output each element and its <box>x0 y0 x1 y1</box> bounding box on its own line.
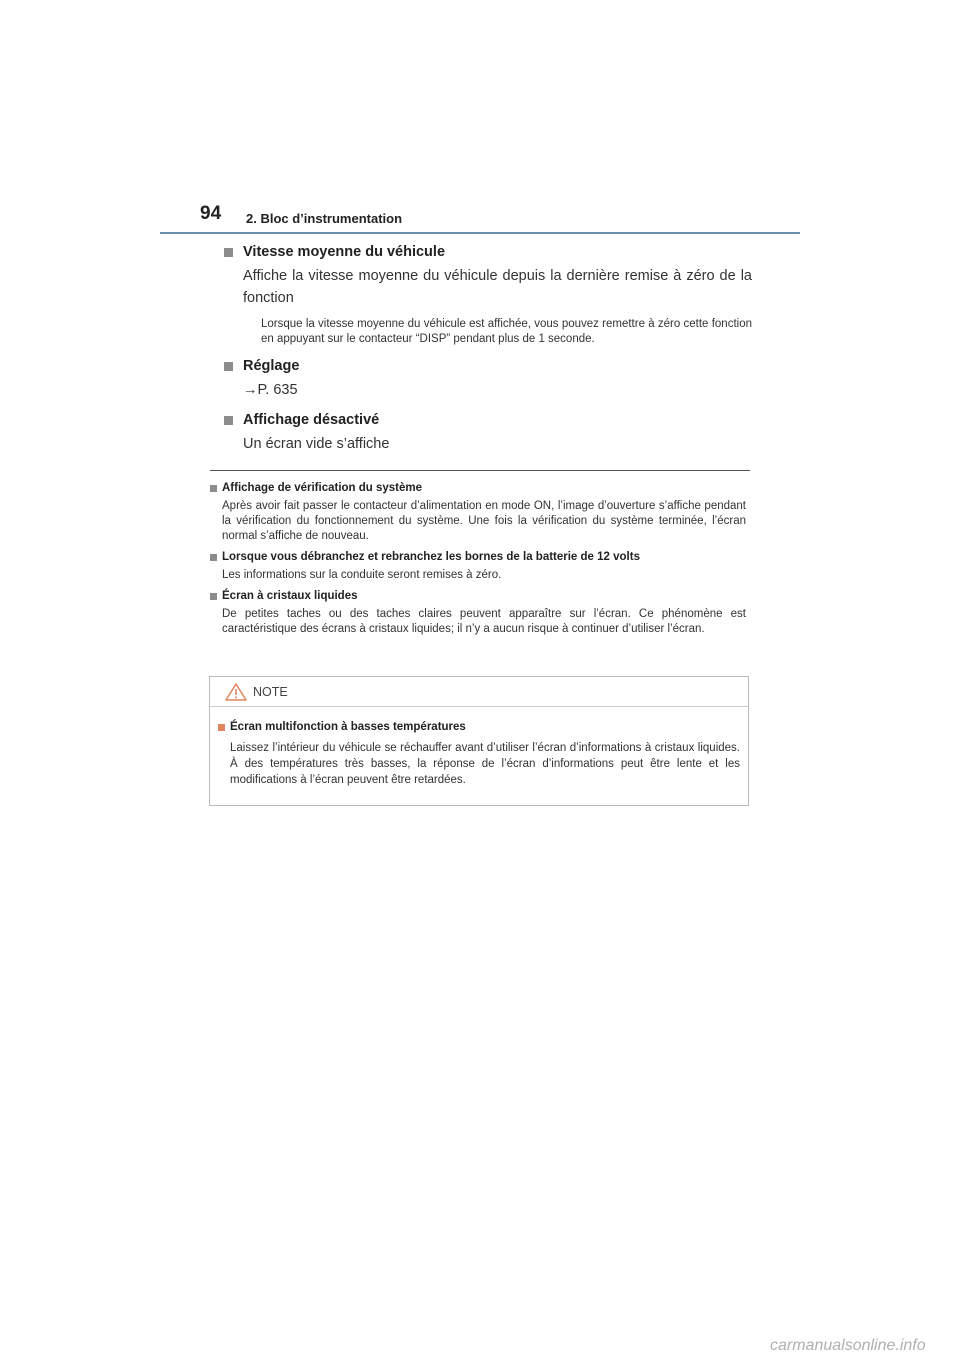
note-title: NOTE <box>253 684 288 699</box>
section-divider <box>210 470 750 471</box>
info-item <box>210 482 746 544</box>
info-body: Après avoir fait passer le contacteur d’alimentation en mode ON, l’image d’ouverture s’affiche pendant la vérification du fonctionnement du système. Une fois la vérification du système terminée, l’écran normal s’affiche de nouveau. <box>222 500 746 542</box>
page-number: 94 <box>200 203 222 224</box>
info-heading: Affichage de vérification du système <box>222 482 423 494</box>
section-title: 2. Bloc d’instrumentation <box>246 211 403 226</box>
info-section <box>210 482 746 637</box>
note-header <box>210 677 748 707</box>
item-body: Un écran vide s’affiche <box>243 436 390 452</box>
square-bullet-icon <box>210 554 217 561</box>
page-reference[interactable]: →P. 635 <box>243 382 298 398</box>
square-bullet-icon <box>224 362 233 371</box>
item-heading: Affichage désactivé <box>243 412 380 428</box>
watermark: carmanualsonline.info <box>770 1337 926 1354</box>
square-bullet-icon <box>218 724 225 731</box>
info-body: De petites taches ou des taches claires peuvent apparaître sur l’écran. Ce phénomène est caractéristique des écrans à cristaux liquides; il n’y a aucun risque à continuer d’utiliser l’écran. <box>222 608 746 635</box>
item-average-speed <box>224 244 752 347</box>
square-bullet-icon <box>224 416 233 425</box>
main-content <box>224 244 752 455</box>
square-bullet-icon <box>224 248 233 257</box>
square-bullet-icon <box>210 485 217 492</box>
item-heading: Vitesse moyenne du véhicule <box>243 244 446 260</box>
info-item <box>210 590 746 637</box>
item-body: Affiche la vitesse moyenne du véhicule depuis la dernière remise à zéro de la fonction <box>243 268 752 306</box>
warning-triangle-icon <box>225 683 247 701</box>
info-heading: Écran à cristaux liquides <box>222 590 358 602</box>
info-body: Les informations sur la conduite seront remises à zéro. <box>222 569 502 581</box>
info-item <box>210 551 746 583</box>
square-bullet-icon <box>210 593 217 600</box>
info-heading: Lorsque vous débranchez et rebranchez les bornes de la batterie de 12 volts <box>222 551 640 563</box>
item-display-off <box>224 412 752 455</box>
note-box <box>209 676 749 806</box>
note-heading: Écran multifonction à basses températures <box>230 721 466 733</box>
item-note: Lorsque la vitesse moyenne du véhicule est affichée, vous pouvez remettre à zéro cette fonction en appuyant sur le contacteur “DISP” pendant plus de 1 seconde. <box>261 318 752 345</box>
header-rule <box>160 232 800 234</box>
item-heading: Réglage <box>243 358 300 374</box>
item-settings <box>224 358 752 401</box>
note-body: Laissez l’intérieur du véhicule se réchauffer avant d’utiliser l’écran d’informations à cristaux liquides. À des températures très basses, la réponse de l’écran d’informations peut être lente et les modifications à l’écran peuvent être retardées. <box>230 742 740 786</box>
